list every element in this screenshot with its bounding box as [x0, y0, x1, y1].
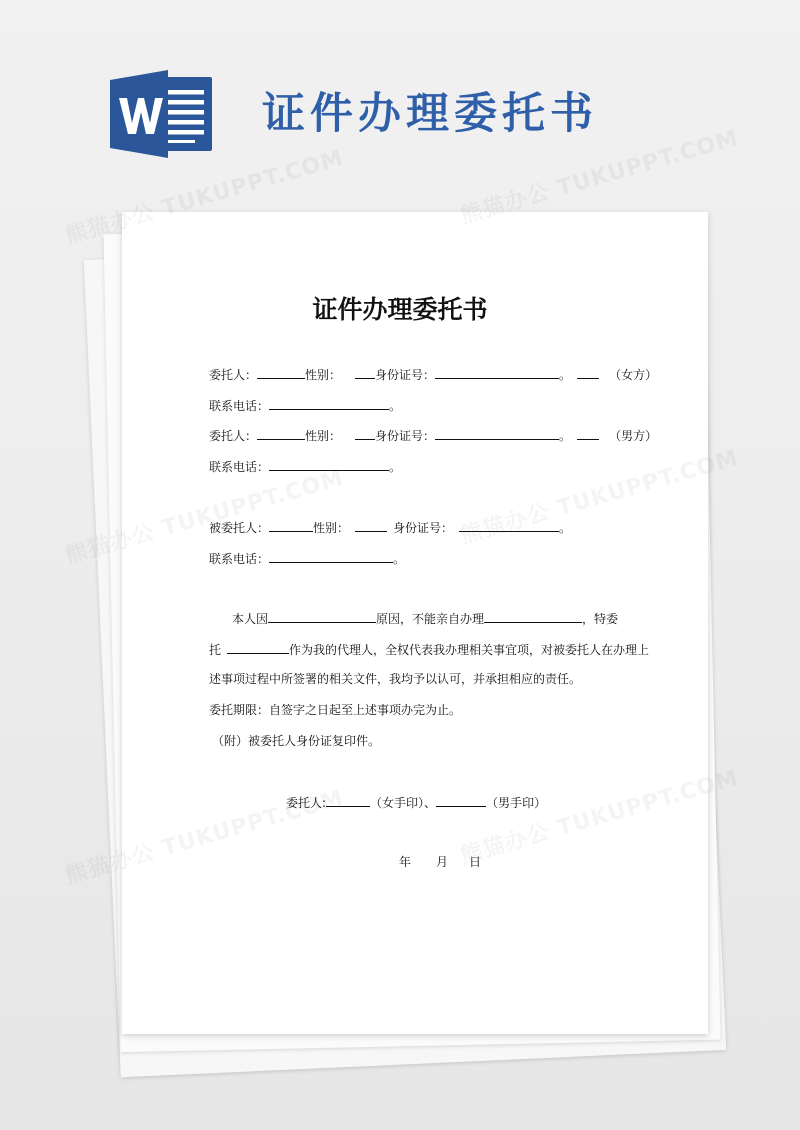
- extra-blank: [577, 366, 599, 379]
- reason-blank: [268, 610, 376, 623]
- female-signature-label: （女手印）、: [370, 796, 437, 810]
- female-signature-blank: [326, 794, 370, 807]
- phone-label: 联系电话：: [209, 399, 270, 413]
- document-title: 证件办理委托书: [312, 295, 488, 324]
- phone-line: [209, 397, 401, 414]
- agent-blank: [227, 641, 289, 654]
- matter-blank: [484, 610, 582, 623]
- signature-line: [286, 794, 546, 811]
- id-label: 身份证号：: [375, 368, 436, 382]
- phone-blank: [269, 458, 389, 471]
- date-day: 日: [469, 855, 482, 869]
- punctuation: 。: [559, 521, 572, 535]
- body-text: 托: [209, 643, 222, 657]
- punctuation: 。: [389, 460, 402, 474]
- word-logo-icon: [110, 70, 214, 158]
- male-signature-label: （男手印）: [486, 796, 547, 810]
- extra-blank: [577, 427, 599, 440]
- body-text: 作为我的代理人，全权代表我办理相关事宜项，对被委托人在办理上: [289, 643, 650, 657]
- party-label: （女方）: [609, 368, 658, 382]
- gender-blank: [355, 519, 387, 532]
- body-text: 原因，不能亲自办理: [376, 612, 485, 626]
- body-text: 本人因: [232, 612, 269, 626]
- trustee-label: 被委托人：: [209, 521, 270, 535]
- gender-label: 性别：: [313, 521, 350, 535]
- body-line-1: [232, 610, 618, 627]
- trustee-name-blank: [269, 519, 313, 532]
- body-line-3: 述事项过程中所签署的相关文件，我均予以认可，并承担相应的责任。: [209, 672, 582, 686]
- punctuation: 。: [559, 368, 572, 382]
- phone-blank: [269, 397, 389, 410]
- id-label: 身份证号：: [393, 521, 454, 535]
- punctuation: 。: [559, 429, 572, 443]
- party-label: （男方）: [609, 429, 658, 443]
- male-signature-blank: [436, 794, 486, 807]
- page-title: 证件办理委托书: [262, 89, 598, 139]
- gender-label: 性别：: [305, 368, 342, 382]
- id-blank: [435, 427, 559, 440]
- body-line-4: 委托期限：自签字之日起至上述事项办完为止。: [209, 703, 462, 717]
- client-male-line: [209, 427, 657, 444]
- gender-blank: [355, 427, 375, 440]
- id-label: 身份证号：: [375, 429, 436, 443]
- body-line-2: [209, 641, 649, 658]
- client-label: 委托人：: [209, 368, 258, 382]
- punctuation: 。: [389, 399, 402, 413]
- id-blank: [435, 366, 559, 379]
- trustee-line: [209, 519, 571, 536]
- phone-line: [209, 550, 405, 567]
- phone-line: [209, 458, 401, 475]
- punctuation: 。: [393, 552, 406, 566]
- client-name-blank: [257, 427, 305, 440]
- phone-label: 联系电话：: [209, 552, 270, 566]
- id-blank: [459, 519, 559, 532]
- body-line-5: （附）被委托人身份证复印件。: [212, 734, 381, 748]
- date-year: 年: [399, 855, 412, 869]
- client-female-line: [209, 366, 657, 383]
- gender-label: 性别：: [305, 429, 342, 443]
- date-month: 月: [436, 855, 449, 869]
- body-text: ，特委: [582, 612, 619, 626]
- client-label: 委托人：: [209, 429, 258, 443]
- phone-label: 联系电话：: [209, 460, 270, 474]
- phone-blank: [269, 550, 393, 563]
- client-name-blank: [257, 366, 305, 379]
- gender-blank: [355, 366, 375, 379]
- signature-label: 委托人:: [286, 796, 327, 810]
